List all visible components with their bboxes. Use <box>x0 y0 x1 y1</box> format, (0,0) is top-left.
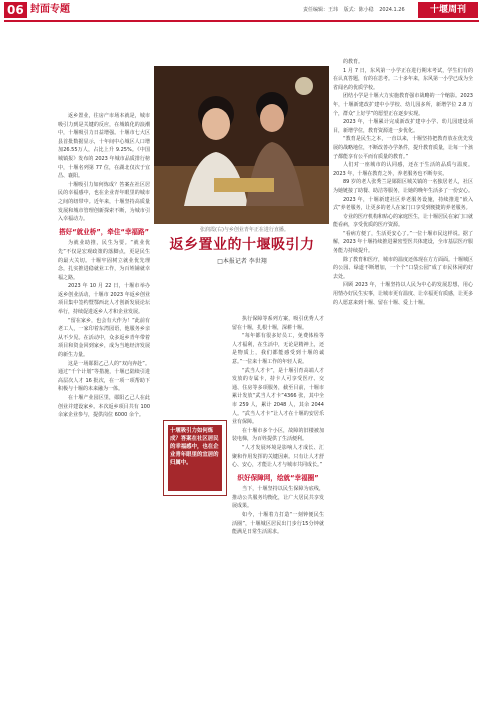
photo-illustration <box>154 66 329 224</box>
designer: 版式：陈小稳 <box>343 7 374 13</box>
byline-reporters: □本报记者 李世翔 <box>217 258 267 265</box>
paragraph: 在十堰市多个小区，故障的旧楼被加装电梯，为百姓提供了生活便利。 <box>232 427 324 443</box>
paragraph: 这是一场郧阳乙己人的“双向奔赴”。通过“千个计划”等措施，十堰已陆续引进高层次人才 16 批次，在一项一项帮助下积极与十堰的未来融为一体。 <box>58 360 150 393</box>
column-1 <box>58 112 150 697</box>
paragraph: 2023 年，十堰累计完成新改扩建中小学、幼儿园建设项目，新增学位，教育资源进一步优化。 <box>333 119 473 134</box>
paragraph: “看病方便了，生活更安心了。”一位十堰市民这样说。据了解，2023 年十堰持续推进紧密型医共体建设，全市基层医疗服务能力持续提升。 <box>333 230 473 255</box>
paragraph: 返乡置业，往房产市场本就是，城市吸引力到是关键的反应，在城镇化的浪潮中，十堰吸引力日益增强。十堰市七大区县首批数据显示，十年间中心城区人口增加26.55万人，占比上升 9.25%。《中国城镇报》发布的 2023 年城市品质排行榜中，十堰名列第 77 位，在湖北仅次于宜昌、襄阳。 <box>58 113 150 180</box>
editor: 责任编辑：王玮 <box>303 7 339 13</box>
paragraph: 2023 年，十堰新建社区养老服务设施，持续推进“嵌入式”养老服务，让更多的老人在家门口享受到便捷的养老服务。 <box>333 196 473 212</box>
paragraph: 十堰吸引力如何炼成？答案在社区居民的幸福感中，也在企业青年眼里的城市之间的纽带中。近年来，十堰坚持高质量发展和城市管理创新探索不断，为城市引入幸福动力。 <box>58 181 150 223</box>
callout-text: 十堰吸引力如何炼成？答案在社区居民的幸福感中，也在企业青年眼里的宜居的归属中。 <box>168 425 222 491</box>
masthead-logo: 十堰周刊 <box>418 2 478 18</box>
paragraph: “人才发展环境是影响人才成长、汇聚和作用发挥的关键因素。只有让人才舒心、安心，才能让人才与城市共同成长。” <box>232 444 324 469</box>
column-2 <box>232 315 324 697</box>
headline: 返乡置业的十堰吸引力 <box>169 237 315 253</box>
callout-box <box>163 420 227 496</box>
paragraph: 专业的医疗机构和贴心的家庭医生，让十堰居民在家门口就能看病，享受优质的医疗资源。 <box>333 213 473 229</box>
issue-date: 2024.1.26 <box>379 7 405 13</box>
feature-photo <box>154 66 329 224</box>
subhead-2: 织好保障网，绘就“幸福圈” <box>237 473 319 482</box>
paragraph: 1 月 7 日，东风第一小学正在进行期末考试，学生们有的在认真答题，有的在思考。二十多年来，东风第一小学已成为全省闻名的优质学校。 <box>333 67 473 91</box>
paragraph: “每年都有很多好员工，免费体检等人才福利，在生活中，无论是精神上，还是物质上，我们都能感受到十堰的诚意。”一位来十堰工作的年轻人说。 <box>232 333 324 365</box>
byline <box>156 256 328 265</box>
section-name: 封面专题 <box>30 4 70 15</box>
photo-caption: 张润霞(右)与乡创业青年正在进行直播。 <box>200 227 289 233</box>
page-header <box>0 0 483 22</box>
paragraph: 89 岁的老人张秀兰是郧阳区城关镇的一名独居老人，社区为她链接了助餐、助洁等服务，让她的晚年生活多了一份安心。 <box>333 179 473 194</box>
paragraph: “武当人才卡”，是十堰引育高端人才发放的专属卡，持卡人可享受医疗、交通、住房等多项服务，截至目前，十堰市累计发放“武当人才卡”4366 张，其中全市 259 人，累计 2048 人，其余 2044 人。“武当人才卡”让人才在十堰的安居乐业有保障。 <box>232 367 324 426</box>
paragraph: 人们对一座城市的认同感，还在于生活的品质与温度。2023 年，十堰在教育之外，养老服务也不断夯实。 <box>333 162 473 177</box>
paragraph: 除了教育和医疗，城市的温度还体现在方方面面。十堰城区的公园、绿道不断增加，一个个“口袋公园”成了市民休闲的好去处。 <box>333 256 473 280</box>
paragraph: 如今，十堰着力打造“一刻钟便民生活圈”，十堰城区居民出门步行15分钟就能满足日常生活需求。 <box>232 512 324 536</box>
paragraph: 的教育。 <box>343 59 364 65</box>
paragraph: 当下，十堰坚持以民生保障为底线，推动公共服务均衡化，让广大居民共享发展成果。 <box>232 486 324 510</box>
paragraph: 在十堰产业园区里，郧阳乙己人在此创业并建设家乡。本次返乡项目共有 100 余家企业参与，提供岗位 6000 余个。 <box>58 395 150 419</box>
paragraph: 回顾 2023 年，十堰坚持以人民为中心的发展思想，用心用情办好民生实事，让城市更有温度、让幸福更有质感，让更多的人愿意来到十堰、留在十堰、爱上十堰。 <box>333 282 473 306</box>
paragraph: 团结小学是十堰大力实施教育强市战略的一个缩影。2023 年，十堰新建改扩建中小学校、幼儿园多所，新增学位 2.8 万个，群众“上好学”的愿望正在逐步实现。 <box>333 93 473 117</box>
paragraph: 2023 年 10 月 22 日，十堰市举办返乡创业活动，十堰市 2023 年返乡创业项目集中签约暨鄂西北人才创新发展论坛举行，持续促进返乡人才和企业发展。 <box>58 283 150 316</box>
paragraph: 为就业助推，民生为要。“就业优先”不仅是宏观政策的落脚点，更是民生的最大关切。十堰牢固树立就业优先理念，扎实推进稳就业工作，为百姓铺就幸福之路。 <box>58 240 150 281</box>
paragraph: 执行保障等系列方案，吸引优秀人才留在十堰，扎根十堰，深耕十堰。 <box>232 316 324 331</box>
page-number: 06 <box>4 2 27 18</box>
column-3 <box>333 58 473 697</box>
header-rule <box>4 20 479 22</box>
paragraph: “教育是民生之本，一直以来，十堰坚持把教育放在优先发展的战略地位，不断改善办学条件，提升教育质量，让每一个孩子都能享有公平而有质量的教育。” <box>333 136 473 160</box>
edit-info <box>303 6 409 13</box>
paragraph: “留在家乡，也会有大作为！”此前有老工人，一家印着东湾园语，他服务乡亲从不少见。在活动中，众多返乡青年带着项目和资金回到家乡，成为当地经济发展的新生力量。 <box>58 317 150 359</box>
subhead-1: 搭好“就业桥”，牵住“幸福路” <box>59 227 149 236</box>
